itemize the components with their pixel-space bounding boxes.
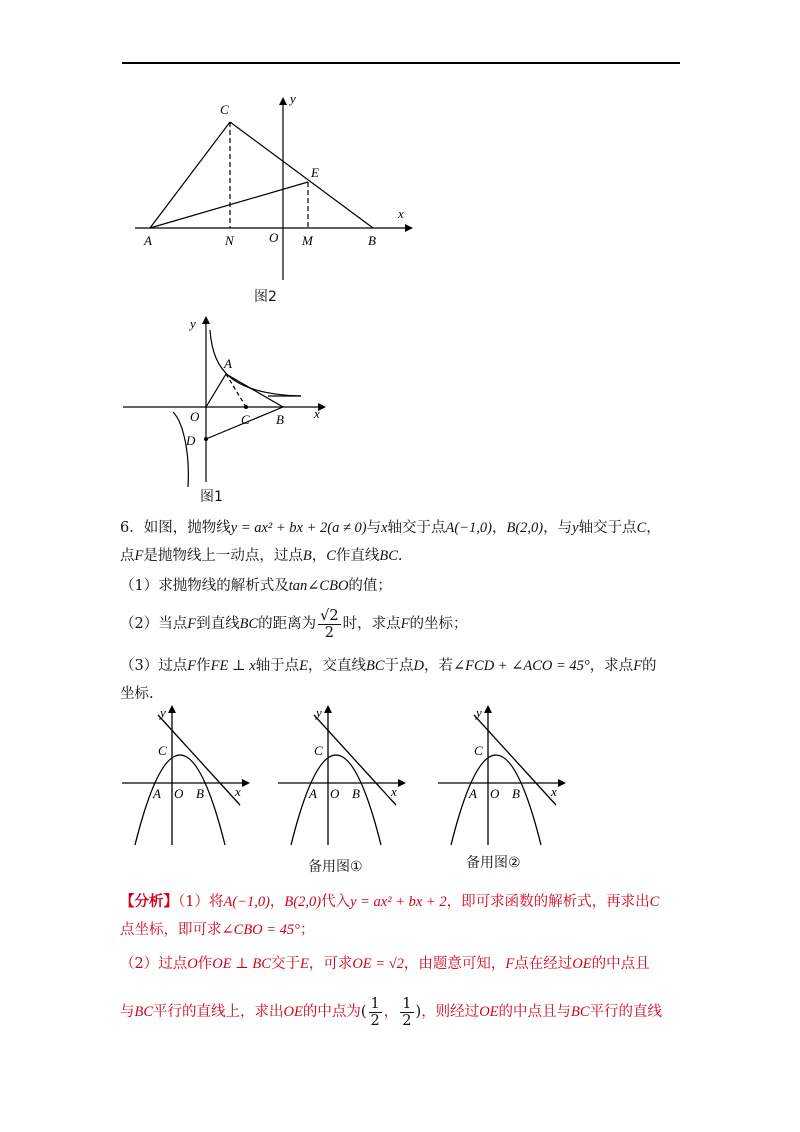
backup-figure-2-caption: 备用图②: [466, 855, 521, 871]
figure-2: [130, 85, 420, 285]
y-axis-arrow: [279, 97, 287, 105]
svg-text:C: C: [474, 743, 483, 758]
svg-text:O: O: [174, 786, 184, 801]
analysis-line-3: （2）过点O作OE ⊥ BC交于E，可求OE = √2，由题意可知，F点在经过OE的中点且: [120, 956, 650, 972]
question-2: （2）当点F到直线BC的距离为 $\frac{√2}{2}$ 时，求点F的坐标；: [120, 607, 468, 641]
question-3: （3）过点F作FE ⊥ x轴于点E，交直线BC于点D，若∠FCD + ∠ACO = 45°，求点F的: [120, 658, 657, 674]
segment-ac: [150, 122, 230, 228]
label-o: O: [190, 409, 200, 424]
segment-ae: [150, 182, 308, 228]
label-e: E: [311, 165, 319, 180]
svg-text:x: x: [551, 784, 557, 799]
segment-oa: [206, 374, 226, 407]
label-m: M: [302, 233, 313, 248]
svg-text:O: O: [330, 786, 340, 801]
svg-text:A: A: [469, 786, 477, 801]
analysis-line-4: 与BC平行的直线上，求出OE的中点为( $\frac{1}{2}$ ， $\frac{1}{2}$ )，则经过OE的中点且与BC平行的直线: [120, 995, 663, 1029]
label-c: C: [220, 102, 229, 117]
svg-text:C: C: [314, 743, 323, 758]
backup-figure-2: [436, 705, 576, 850]
segment-cb: [230, 122, 373, 228]
backup-figure-1-caption: 备用图①: [308, 859, 363, 875]
figure-2-caption: 图2: [254, 289, 277, 305]
svg-text:y: y: [160, 705, 166, 720]
problem-line-1: 6．如图，抛物线y = ax² + bx + 2(a ≠ 0)与x轴交于点A(−1,0)，B(2,0)，与y轴交于点C，: [120, 520, 661, 536]
backup-figure-1: [276, 705, 416, 850]
point-c: [244, 405, 248, 409]
label-n: N: [225, 233, 234, 248]
segment-ac: [226, 374, 246, 407]
label-y: y: [290, 91, 296, 106]
analysis-line-2: 点坐标，即可求∠CBO = 45°；: [120, 922, 315, 938]
svg-text:x: x: [391, 784, 397, 799]
x-axis-arrow: [405, 224, 413, 232]
label-a: A: [224, 356, 232, 371]
figure-1: [118, 312, 338, 492]
label-a: A: [144, 233, 152, 248]
svg-text:B: B: [352, 786, 360, 801]
svg-text:y: y: [316, 705, 322, 720]
svg-text:O: O: [490, 786, 500, 801]
label-x: x: [314, 406, 320, 421]
svg-text:B: B: [512, 786, 520, 801]
backup-figure-0: [120, 705, 260, 850]
label-y: y: [190, 316, 196, 331]
segment-ab: [226, 374, 283, 407]
header-rule: [122, 62, 680, 64]
y-axis-arrow: [202, 316, 210, 324]
problem-line-2: 点F是抛物线上一动点，过点B，C作直线BC.: [120, 548, 403, 564]
label-o: O: [269, 230, 279, 245]
analysis-tag: 【分析】: [120, 893, 178, 910]
label-b: B: [368, 233, 376, 248]
label-d: D: [186, 433, 196, 448]
svg-text:B: B: [196, 786, 204, 801]
svg-text:A: A: [153, 786, 161, 801]
label-b: B: [276, 412, 284, 427]
fraction-sqrt2-over-2: $\frac{√2}{2}$: [320, 607, 339, 641]
svg-text:x: x: [235, 784, 241, 799]
label-x: x: [398, 206, 404, 221]
analysis-line-1: 【分析】（1）将A(−1,0)，B(2,0)代入y = ax² + bx + 2，即可求函数的解析式，再求出C: [120, 893, 660, 910]
question-1: （1）求抛物线的解析式及tan∠CBO的值；: [120, 578, 392, 594]
svg-text:y: y: [476, 705, 482, 720]
svg-text:A: A: [309, 786, 317, 801]
figure-1-caption: 图1: [200, 489, 223, 505]
label-c: C: [241, 412, 250, 427]
point-d: [204, 437, 208, 441]
hyperbola-branch-2: [173, 412, 188, 487]
question-3-cont: 坐标.: [120, 686, 154, 702]
svg-text:C: C: [158, 743, 167, 758]
